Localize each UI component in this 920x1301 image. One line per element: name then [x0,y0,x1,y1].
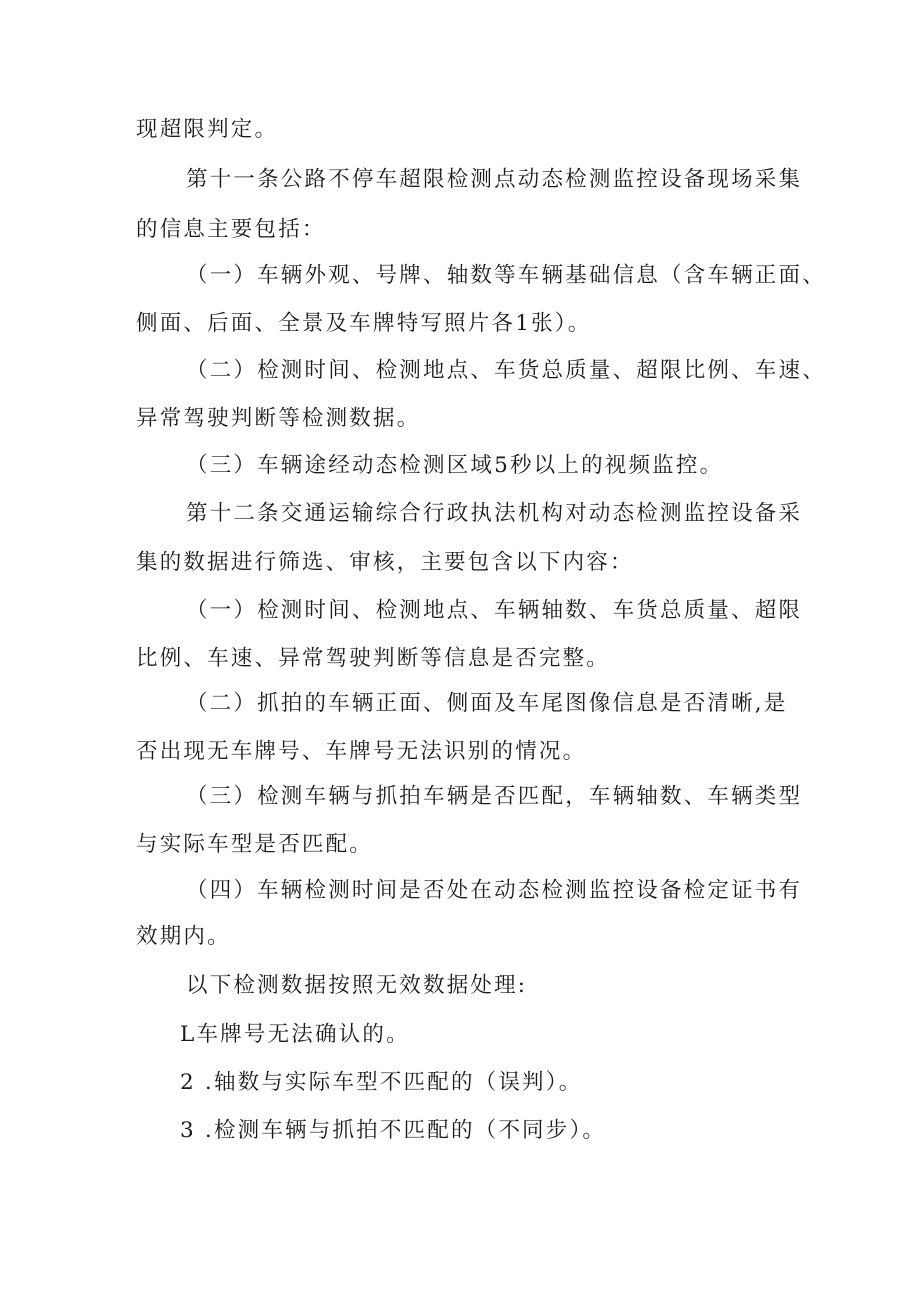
text-line: 与实际车型是否匹配。 [136,832,374,857]
text-line: 的信息主要包括： [136,217,326,242]
text-line: 效期内。 [136,924,231,949]
list-item-line: （三）车辆途经动态检测区域5秒以上的视频监控。 [186,453,724,478]
list-item-line: （四）车辆检测时间是否处在动态检测监控设备检定证书有 [186,878,803,903]
list-item-line: （一）检测时间、检测地点、车辆轴数、车货总质量、超限 [186,598,803,623]
invalid-data-item: 2 .轴数与实际车型不匹配的（误判）。 [180,1070,583,1095]
text-line: 异常驾驶判断等检测数据。 [136,406,421,431]
text-line: 现超限判定。 [136,117,279,142]
text-line: 侧面、后面、全景及车牌特写照片各1张）。 [136,311,592,336]
invalid-data-item: L车牌号无法确认的。 [180,1022,410,1047]
article-11-heading-line: 第十一条公路不停车超限检测点动态检测监控设备现场采集 [186,167,803,192]
list-item-line: （一）车辆外观、号牌、轴数等车辆基础信息（含车辆正面、 [186,263,826,288]
list-item-line: （二）抓拍的车辆正面、侧面及车尾图像信息是否清晰,是 [186,691,788,716]
text-line: 比例、车速、异常驾驶判断等信息是否完整。 [136,646,611,671]
text-line: 否出现无车牌号、车牌号无法识别的情况。 [136,739,587,764]
invalid-data-item: 3 .检测车辆与抓拍不匹配的（不同步）。 [180,1118,607,1143]
invalid-data-intro-line: 以下检测数据按照无效数据处理: [186,973,528,998]
article-12-heading-line: 第十二条交通运输综合行政执法机构对动态检测监控设备采 [186,501,803,526]
list-item-line: （二）检测时间、检测地点、车货总质量、超限比例、车速、 [186,358,826,383]
list-item-line: （三）检测车辆与抓拍车辆是否匹配，车辆轴数、车辆类型 [186,784,803,809]
text-line: 集的数据进行筛选、审核，主要包含以下内容： [136,550,634,575]
